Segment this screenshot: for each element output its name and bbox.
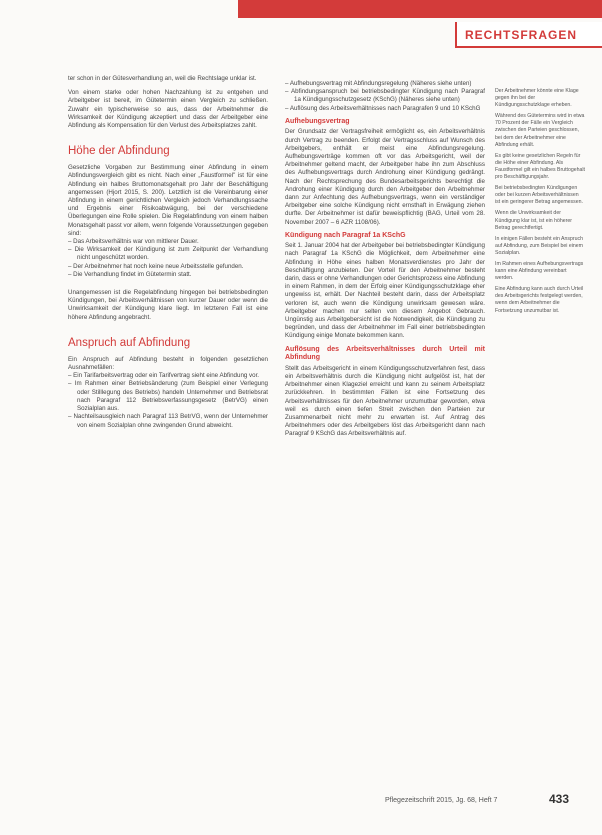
paragraph: Stellt das Arbeitsgericht in einem Kündigungsschutzverfahren fest, dass ein Arbeitsverhältnis durch die Kündigung nicht aufgelöst ist, hat der Arbeitnehmer einen Klageziel erreicht und kann zu seinem Arbeitsplatz zurückkehren. In bestimmten Fällen ist eine Fortsetzung des Arbeitsverhältnisses für den Arbeitnehmer unzumutbar geworden, etwa weil es durch einen tiefen Streit zwischen den Parteien zur Zusammenarbeit nicht mehr zu erwarten ist. Auf Antrag des Arbeitnehmers oder des Arbeitgebers löst das Arbeitsgericht dann nach Paragraf 9 KSchG das Arbeitsverhältnis auf.	[285, 364, 485, 438]
column-right	[285, 80, 485, 439]
list-item: – Im Rahmen einer Betriebsänderung (zum Beispiel einer Verlegung oder Stilllegung des Betriebs) handeln Unternehmer und Betriebsrat nach Paragraf 112 Betriebsverfassungsgesetz (BetrVG) einen Sozialplan aus.	[68, 380, 268, 413]
summary-note: Eine Abfindung kann auch durch Urteil des Arbeitsgerichts festgelegt werden, wenn dem Arbeitnehmer die Fortsetzung unzumutbar ist.	[495, 286, 584, 314]
section-title: RECHTSFRAGEN	[465, 28, 578, 42]
summary-note: Es gibt keine gesetzlichen Regeln für die Höhe einer Abfindung. Als Faustformel gilt ein halbes Bruttogehalt pro Beschäftigungsjahr.	[495, 152, 585, 181]
heading-aufloesung: Auflösung des Arbeitsverhältnisses durch Urteil mit Abfindung	[285, 345, 485, 362]
summary-note: Der Arbeitnehmer könnte eine Klage gegen ihn bei der Kündigungsschutzklage erheben.	[495, 88, 579, 109]
paragraph: ter schon in der Gütesverhandlung an, weil die Rechtslage unklar ist.	[68, 75, 257, 82]
summary-note: Während des Gütetermins wird in etwa 70 Prozent der Fälle ein Vergleich zwischen den Parteien geschlossen, bei dem der Arbeitnehmer eine Abfindung erhält.	[495, 113, 585, 148]
paragraph: Der Grundsatz der Vertragsfreiheit ermöglicht es, ein Arbeitsverhältnis durch Vertrag zu beenden. Erfolgt der Vertragsschluss auf Wunsch des Arbeitgebers, enthält er meist eine Abfindungsregelung. Aufhebungsverträge kommen oft vor das Arbeitsgericht, weil der Arbeitnehmer geltend macht, der Arbeitgeber habe ihn zum Abschluss des Aufhebungsvertrags durch Androhung einer Kündigung gedrängt. Nach der Rechtsprechung des Bundesarbeitsgerichts berechtigt die Androhung einer Kündigung durch den Arbeitgeber den Arbeitnehmer dann zur Anfechtung des Aufhebungsvertrags, wenn ein verständiger Arbeitgeber eine solche Kündigung nicht ernsthaft in Erwägung ziehen durfte. Der Arbeitnehmer ist dafür beweispflichtig (BAG, Urteil vom 28. November 2007 – 6 AZR 1108/06).	[285, 128, 485, 226]
section-header	[455, 22, 602, 48]
margin-summary	[495, 88, 585, 319]
header-red-bar	[238, 0, 602, 18]
journal-footer: Pflegezeitschrift 2015, Jg. 68, Heft 7	[385, 797, 498, 804]
heading-hoehe-der-abfindung: Höhe der Abfindung	[68, 145, 170, 158]
paragraph: Gesetzliche Vorgaben zur Bestimmung einer Abfindung in einem Abfindungsvergleich gibt es nicht. Nach einer „Faustformel" ist für eine Abfindung ein halbes Bruttomonatsgehalt pro Jahr der Beschäftigung angemessen (Hjort 2015, S. 200). Letztlich ist die Vereinbarung einer Abfindung in einem gerichtlichen Vergleich jedoch Verhandlungssache und Ergebnis einer Risikoabwägung, bei der verschiedene Überlegungen eine Rolle spielen. Die Regelabfindung von einem halben Monatsgehalt passt vor allem, wenn folgende Voraussetzungen gegeben sind:	[68, 164, 268, 237]
heading-aufhebungsvertrag: Aufhebungsvertrag	[285, 117, 350, 125]
paragraph: Von einem starke oder hohen Nachzahlung ist zu entgehen und Arbeitgeber ist bereit, im Gütetermin einen Vergleich zu schließen. Zuwahr ein typischerweise so aus, dass der Arbeitnehmer die Wirksamkeit der Kündigung akzeptiert und dass der Arbeitgeber eine Abfindung als Kompensation für den Verlust des Arbeitsplatzes zahlt.	[68, 89, 268, 130]
list-item: – Aufhebungsvertrag mit Abfindungsregelung (Näheres siehe unten)	[285, 80, 485, 88]
heading-kuendigung-1a: Kündigung nach Paragraf 1a KSchG	[285, 231, 406, 239]
list-item: – Nachteilsausgleich nach Paragraf 113 BetrVG, wenn der Unternehmer von einem Sozialplan ohne zwingenden Grund abweicht.	[68, 413, 268, 429]
paragraph: Seit 1. Januar 2004 hat der Arbeitgeber bei betriebsbedingter Kündigung nach Paragraf 1a KSchG die Möglichkeit, dem Arbeitnehmer eine Abfindung in Höhe eines halben Monatsverdienstes pro Jahr der Beschäftigung anzubieten. Der Vorteil für den Arbeitnehmer besteht darin, dass er ohne Verhandlungen oder Gerichtsprozess eine Abfindung in einem Rahmen, in dem der Erfolg einer Kündigungsschutzklage eher ungewiss ist, erhält. Der Nachteil besteht darin, dass der Arbeitsplatz verloren ist, auch wenn die Kündigung unwirksam gewesen wäre. Arbeitgeber machen nur selten von diesem Angebot Gebrauch. Ungünstig aus Arbeitgebersicht ist die Notwendigkeit, die Kündigung zu begründen, und dass der Arbeitnehmer im Fall einer betriebsbedingten Kündigung einige Monate bekommen kann.	[285, 242, 485, 340]
list-item: – Die Verhandlung findet im Gütetermin statt.	[68, 271, 268, 279]
page-number: 433	[549, 792, 570, 806]
heading-anspruch-auf-abfindung: Anspruch auf Abfindung	[68, 336, 191, 349]
column-left	[68, 75, 268, 430]
list	[285, 80, 485, 113]
summary-note: Wenn die Unwirksamkeit der Kündigung klar ist, ist ein höherer Betrag gerechtfertigt.	[495, 210, 572, 231]
list-item: – Das Arbeitsverhältnis war von mittlerer Dauer.	[68, 238, 268, 246]
list-item: – Die Wirksamkeit der Kündigung ist zum Zeitpunkt der Verhandlung nicht ungeschützt worden.	[68, 246, 268, 262]
list	[68, 372, 268, 429]
paragraph: Unangemessen ist die Regelabfindung hingegen bei betriebsbedingten Kündigungen, bei Arbeitsverhältnissen von kurzer Dauer oder wenn die Unwirksamkeit der Kündigung klare liegt. Im letzteren Fall ist eine höhere Abfindung angebracht.	[68, 289, 268, 321]
list-item: – Der Arbeitnehmer hat noch keine neue Arbeitsstelle gefunden.	[68, 263, 268, 271]
list-item: – Abfindungsanspruch bei betriebsbedingter Kündigung nach Paragraf 1a Kündigungsschutzgesetz (KSchG) (Näheres siehe unten)	[285, 88, 485, 104]
summary-note: Im Rahmen eines Aufhebungsvertrags kann eine Abfindung vereinbart werden.	[495, 260, 584, 282]
list-item: – Auflösung des Arbeitsverhältnisses nach Paragrafen 9 und 10 KSchG	[285, 105, 485, 113]
list-item: – Ein Tarifarbeitsvertrag oder ein Tarifvertrag sieht eine Abfindung vor.	[68, 372, 268, 380]
paragraph: Ein Anspruch auf Abfindung besteht in folgenden gesetzlichen Ausnahmefällen:	[68, 355, 268, 372]
summary-note: Bei betriebsbedingten Kündigungen oder bei kurzen Arbeitsverhältnissen ist ein geringerer Betrag angemessen.	[495, 185, 583, 206]
summary-note: In einigen Fällen besteht ein Anspruch auf Abfindung, zum Beispiel bei einem Sozialplan.	[495, 235, 583, 256]
list	[68, 238, 268, 279]
